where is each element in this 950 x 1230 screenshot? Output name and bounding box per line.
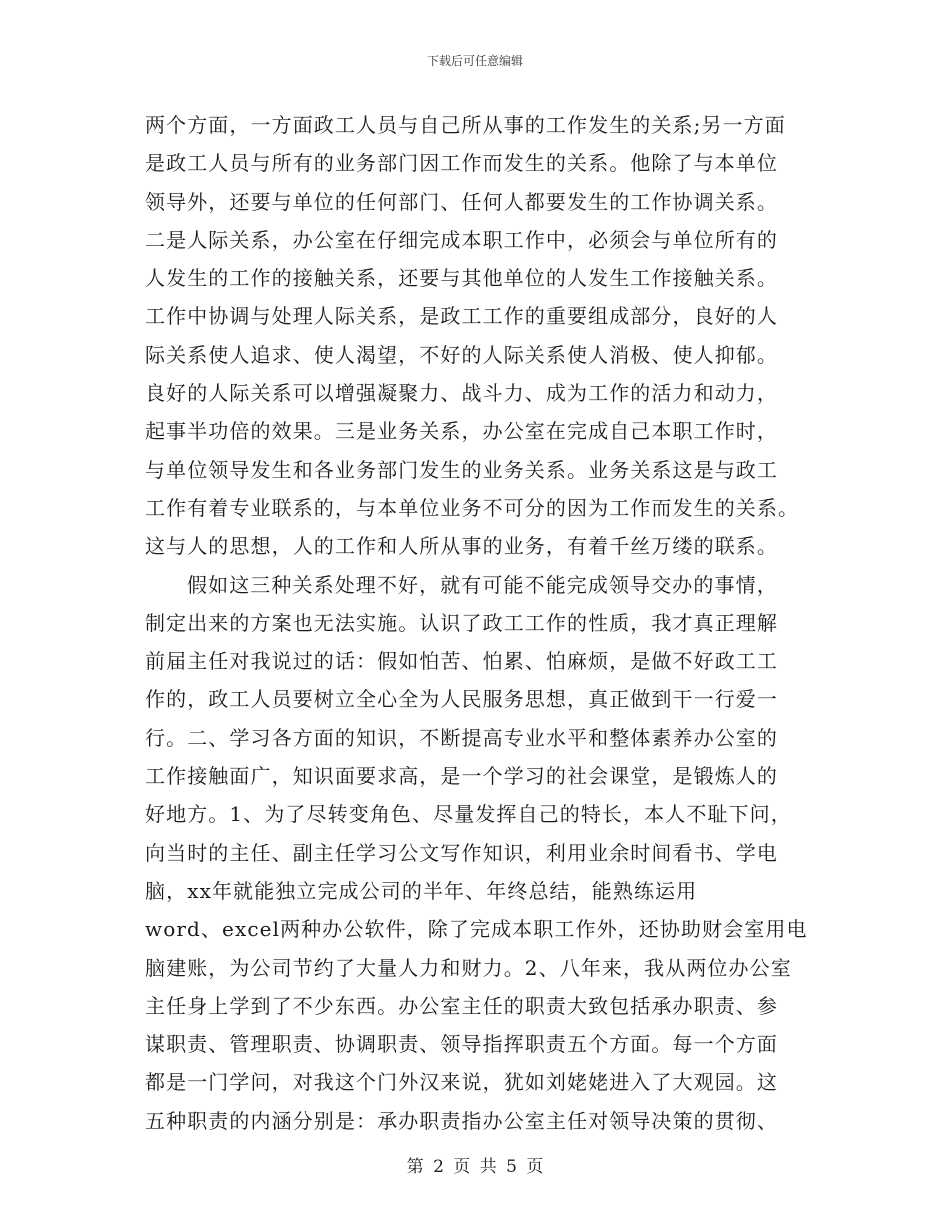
document-body [145, 106, 825, 1140]
text-line: 好地方。1、为了尽转变角色、尽量发挥自己的特长，本人不耻下问， [145, 802, 792, 827]
text-line: 领导外，还要与单位的任何部门、任何人都要发生的工作协调关系。 [145, 189, 778, 214]
text-line: 工作中协调与处理人际关系，是政工工作的重要组成部分，良好的人 [145, 304, 778, 329]
text-line: 脑建账，为公司节约了大量人力和财力。2、八年来，我从两位办公室 [145, 955, 792, 980]
text-line: 谋职责、管理职责、协调职责、领导指挥职责五个方面。每一个方面 [145, 1032, 778, 1057]
text-line: 际关系使人追求、使人渴望，不好的人际关系使人消极、使人抑郁。 [145, 342, 778, 367]
text-line: 都是一门学问，对我这个门外汉来说，犹如刘姥姥进入了大观园。这 [145, 1070, 778, 1095]
text-line: 脑，xx年就能独立完成公司的半年、年终总结，能熟练运用 [145, 878, 698, 903]
text-line: 作的，政工人员要树立全心全为人民服务思想，真正做到干一行爱一 [145, 687, 778, 712]
text-line: 五种职责的内涵分别是：承办职责指办公室主任对领导决策的贯彻、 [145, 1108, 778, 1133]
text-line: word、excel两种办公软件，除了完成本职工作外，还协助财会室用电 [145, 917, 808, 942]
text-line: 行。二、学习各方面的知识，不断提高专业水平和整体素养办公室的 [145, 725, 778, 750]
text-line: 主任身上学到了不少东西。办公室主任的职责大致包括承办职责、参 [145, 993, 778, 1018]
page-header: 下载后可任意编辑 [426, 54, 523, 68]
text-line: 向当时的主任、副主任学习公文写作知识，利用业余时间看书、学电 [145, 840, 778, 865]
text-line: 这与人的思想，人的工作和人所从事的业务，有着千丝万缕的联系。 [145, 534, 778, 559]
text-line: 是政工人员与所有的业务部门因工作而发生的关系。他除了与本单位 [145, 151, 778, 176]
paragraph-start-line: 假如这三种关系处理不好，就有可能不能完成领导交办的事情， [187, 572, 778, 597]
text-line: 制定出来的方案也无法实施。认识了政工工作的性质，我才真正理解 [145, 610, 778, 635]
text-line: 起事半功倍的效果。三是业务关系，办公室在完成自己本职工作时， [145, 419, 778, 444]
text-line: 良好的人际关系可以增强凝聚力、战斗力、成为工作的活力和动力， [145, 381, 778, 406]
text-line: 二是人际关系，办公室在仔细完成本职工作中，必须会与单位所有的 [145, 227, 778, 252]
text-line: 两个方面，一方面政工人员与自己所从事的工作发生的关系;另一方面 [145, 113, 786, 137]
text-line: 工作有着专业联系的，与本单位业务不可分的因为工作而发生的关系。 [145, 495, 800, 520]
text-line: 工作接触面广，知识面要求高，是一个学习的社会课堂，是锻炼人的 [145, 764, 778, 789]
page-number-footer: 第 2 页 共 5 页 [406, 1157, 544, 1177]
text-line: 人发生的工作的接触关系，还要与其他单位的人发生工作接触关系。 [145, 266, 778, 291]
text-line: 前届主任对我说过的话：假如怕苦、怕累、怕麻烦，是做不好政工工 [145, 649, 778, 674]
text-line: 与单位领导发生和各业务部门发生的业务关系。业务关系这是与政工 [145, 457, 778, 482]
